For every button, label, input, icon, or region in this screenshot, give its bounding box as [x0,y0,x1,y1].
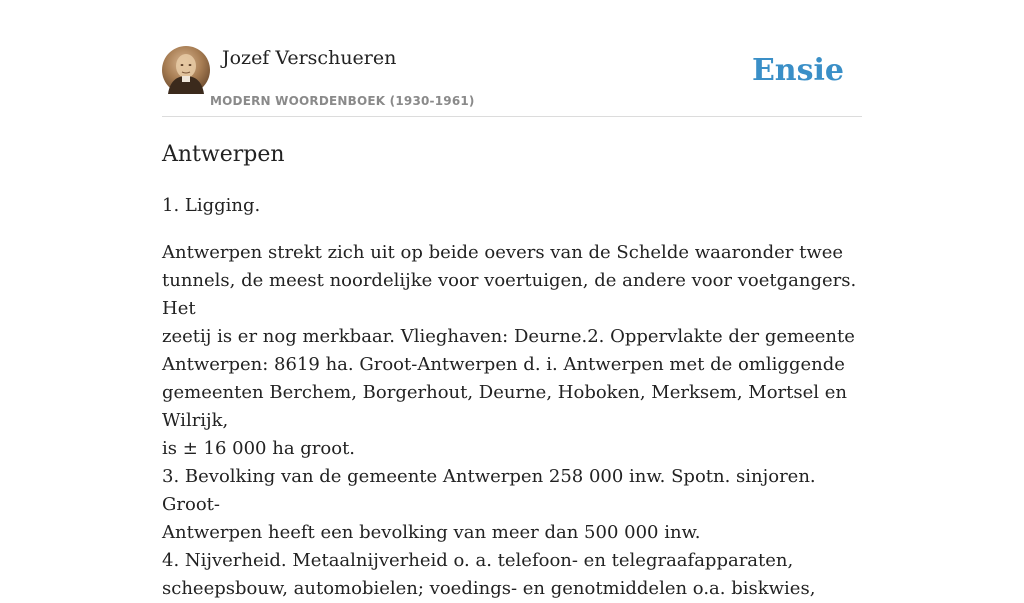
body-line: gemeenten Berchem, Borgerhout, Deurne, Hoboken, Merksem, Mortsel en Wilrijk, [162,382,847,431]
body-line: Antwerpen heeft een bevolking van meer dan 500 000 inw. [162,522,701,543]
entry-body [162,239,867,603]
body-line: zeetij is er nog merkbaar. Vlieghaven: Deurne.2. Oppervlakte der gemeente [162,326,855,347]
dictionary-name[interactable]: MODERN WOORDENBOEK (1930-1961) [210,94,475,108]
body-line: scheepsbouw, automobielen; voedings- en genotmiddelen o.a. biskwies, [162,578,816,599]
section-heading: 1. Ligging. [162,195,261,216]
body-line: Antwerpen strekt zich uit op beide oevers van de Schelde waaronder twee [162,242,844,263]
entry-content [162,192,867,603]
author-avatar[interactable] [162,46,210,94]
portrait-icon [162,46,210,94]
author-name[interactable]: Jozef Verschueren [222,47,397,69]
body-line: 4. Nijverheid. Metaalnijverheid o. a. telefoon- en telegraafapparaten, [162,550,794,571]
entry-title: Antwerpen [162,142,285,167]
body-line: is ± 16 000 ha groot. [162,438,356,459]
body-line: 3. Bevolking van de gemeente Antwerpen 258 000 inw. Spotn. sinjoren. Groot- [162,466,816,515]
body-line: tunnels, de meest noordelijke voor voertuigen, de andere voor voetgangers. Het [162,270,857,319]
header [162,46,862,117]
body-line: Antwerpen: 8619 ha. Groot-Antwerpen d. i. Antwerpen met de omliggende [162,354,845,375]
ensie-logo[interactable]: Ensie [751,53,844,88]
